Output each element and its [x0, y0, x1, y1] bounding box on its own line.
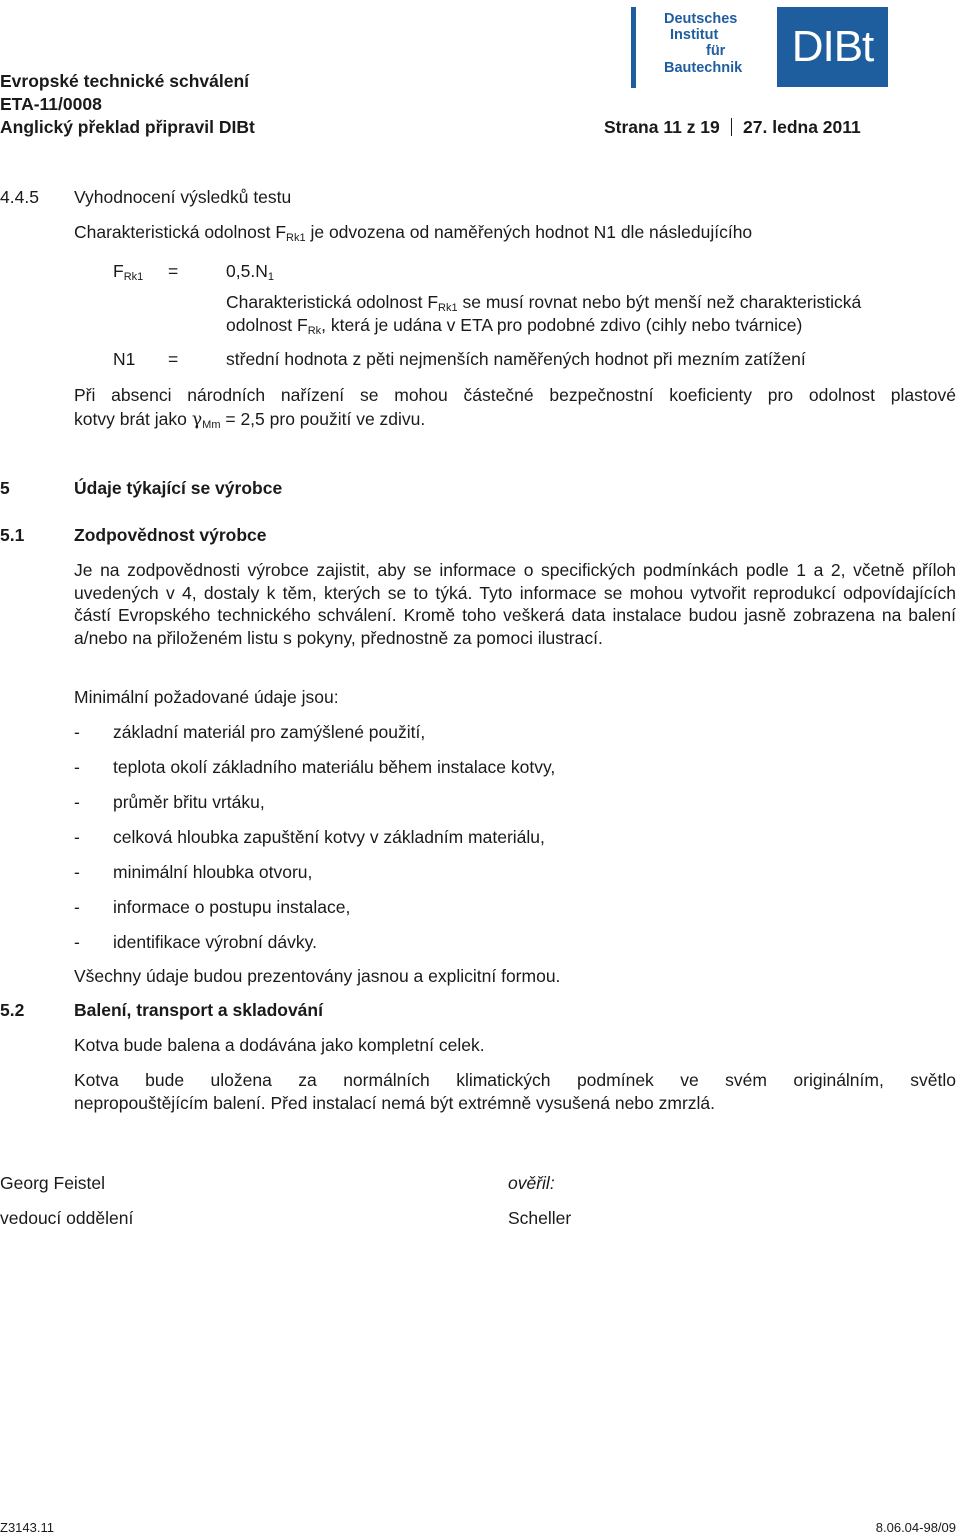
- section-title: Zodpovědnost výrobce: [74, 525, 267, 545]
- section-number: 5.1: [0, 525, 25, 545]
- formula-note-line2: [226, 314, 802, 336]
- formula-lhs: [113, 260, 143, 282]
- storage-text-line1: Kotva bude uložena za normálních klimatických podmínek ve svém originálním, světlo: [74, 1070, 956, 1090]
- list-dash: -: [74, 932, 80, 952]
- text-run: = 2,5 pro použití ve zdivu.: [220, 409, 426, 429]
- packaging-line: Kotva bude balena a dodávána jako kompletní celek.: [74, 1035, 485, 1055]
- verifier-name: Scheller: [508, 1208, 572, 1228]
- list-item: základní materiál pro zamýšlené použití,: [113, 722, 426, 742]
- responsibility-paragraph: Je na zodpovědnosti výrobce zajistit, aby se informace o specifických podmínkách podle 1 a 2, včetně příloh uvedených v 4, dostaly k těm, kterých se to týká. Tyto informace se mohou vytvořit reprodukcí odpovídajících částí Evropského technického schválení. Kromě toho veškerá data instalace budou jasně zobrazena na balení a/nebo na přiloženém listu s pokyny, přednostně za pomoci ilustrací.: [74, 560, 956, 649]
- closing-statement: Všechny údaje budou prezentovány jasnou a explicitní formou.: [74, 966, 561, 986]
- text-run: F: [113, 261, 124, 281]
- list-dash: -: [74, 897, 80, 917]
- logo-line: Deutsches: [664, 11, 738, 27]
- list-item: teplota okolí základního materiálu během instalace kotvy,: [113, 757, 556, 777]
- minimum-data-heading: Minimální požadované údaje jsou:: [74, 687, 339, 707]
- header-translation-note: Anglický překlad připravil DIBt: [0, 117, 255, 137]
- text-run: , která je udána v ETA pro podobné zdivo (cihly nebo tvárnice): [321, 315, 803, 335]
- list-item: informace o postupu instalace,: [113, 897, 351, 917]
- logo-line: Bautechnik: [664, 59, 743, 76]
- page-number: Strana 11 z 19: [604, 117, 720, 137]
- footer-code: 8.06.04-98/09: [875, 1520, 956, 1535]
- subscript: Rk1: [123, 271, 144, 283]
- logo-box: DIBt: [777, 7, 888, 87]
- gamma-symbol: γ: [191, 410, 203, 430]
- list-item: celková hloubka zapuštění kotvy v základním materiálu,: [113, 827, 545, 847]
- logo-wordmark: [664, 11, 742, 76]
- n1-equals: =: [168, 349, 179, 369]
- list-item: identifikace výrobní dávky.: [113, 932, 317, 952]
- list-dash: -: [74, 792, 80, 812]
- intro-text: [74, 221, 752, 243]
- signatory-name: Georg Feistel: [0, 1173, 106, 1193]
- section-number: 4.4.5: [0, 187, 39, 207]
- n1-definition: střední hodnota z pěti nejmenších naměřených hodnot při mezním zatížení: [226, 349, 806, 369]
- header-title: Evropské technické schválení: [0, 71, 250, 91]
- logo-bar: [631, 7, 636, 88]
- page-date: 27. ledna 2011: [743, 117, 861, 137]
- subscript: Mm: [202, 419, 221, 431]
- section-number: 5: [0, 478, 10, 498]
- list-item: minimální hloubka otvoru,: [113, 862, 313, 882]
- list-dash: -: [74, 722, 80, 742]
- header-eta-number: ETA-11/0008: [0, 94, 102, 114]
- list-dash: -: [74, 757, 80, 777]
- formula-rhs: [226, 260, 274, 282]
- text-run: je odvozena od naměřených hodnot N1 dle následujícího: [305, 222, 753, 242]
- logo-line: für: [706, 43, 726, 60]
- text-run: se musí rovnat nebo být menší než charakteristická: [457, 292, 862, 312]
- text-run: Charakteristická odolnost F: [226, 292, 439, 312]
- logo-line: Institut: [670, 27, 719, 44]
- formula-equals: =: [168, 261, 179, 281]
- list-dash: -: [74, 862, 80, 882]
- text-run: Charakteristická odolnost F: [74, 222, 287, 242]
- section-title: Balení, transport a skladování: [74, 1000, 323, 1020]
- text-run: 0,5.N: [226, 261, 268, 281]
- subscript: Rk1: [286, 232, 306, 244]
- verified-label: ověřil:: [508, 1173, 555, 1193]
- subscript: 1: [267, 271, 274, 283]
- list-item: průměr břitu vrtáku,: [113, 792, 265, 812]
- formula-note-line1: [226, 291, 861, 313]
- section-number: 5.2: [0, 1000, 25, 1020]
- header-page-info: [604, 116, 861, 139]
- absence-text-line1: Při absenci národních nařízení se mohou částečné bezpečnostní koeficienty pro odolnost plastové: [74, 385, 956, 405]
- text-run: odolnost F: [226, 315, 308, 335]
- storage-text-line2: nepropouštějícím balení. Před instalací nemá být extrémně vysušená nebo zmrzlá.: [74, 1093, 716, 1113]
- footer-reference: Z3143.11: [0, 1520, 54, 1535]
- absence-text-line2: [74, 408, 425, 431]
- list-dash: -: [74, 827, 80, 847]
- subscript: Rk: [307, 325, 322, 337]
- header-separator: [731, 118, 733, 136]
- text-run: kotvy brát jako: [74, 409, 192, 429]
- section-title: Vyhodnocení výsledků testu: [74, 187, 292, 207]
- n1-lhs: N1: [113, 349, 136, 369]
- subscript: Rk1: [438, 302, 458, 314]
- signatory-role: vedoucí oddělení: [0, 1208, 134, 1228]
- section-title: Údaje týkající se výrobce: [74, 478, 283, 498]
